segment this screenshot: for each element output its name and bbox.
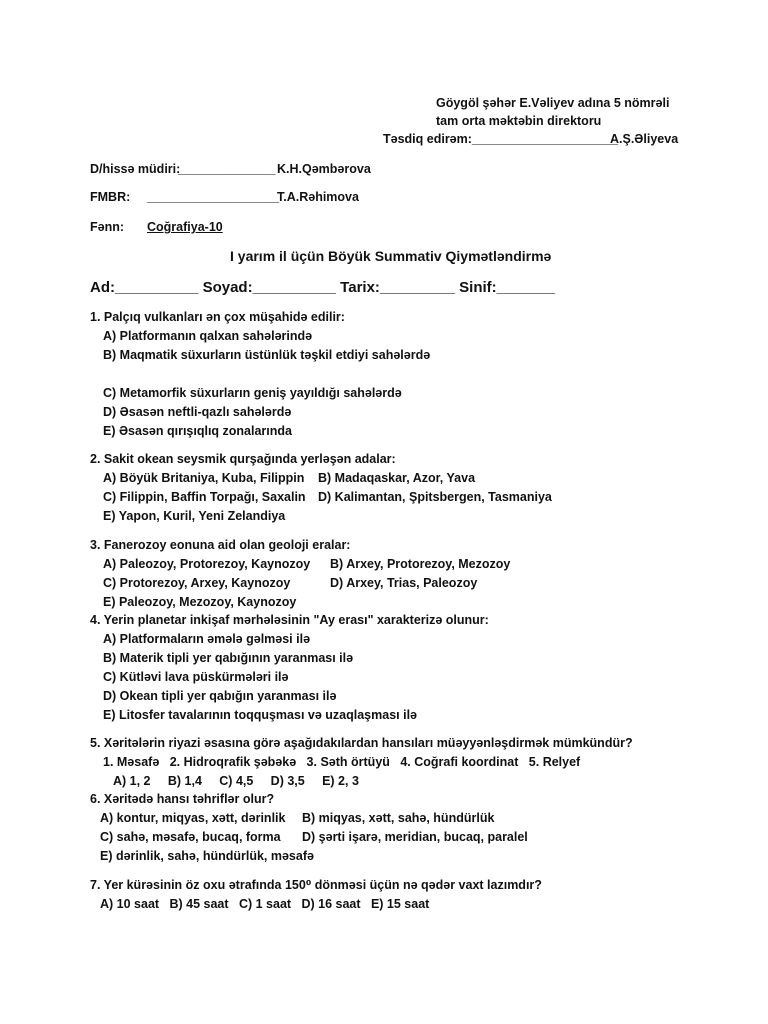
- q7-options: A) 10 saat B) 45 saat C) 1 saat D) 16 saat E) 15 saat: [100, 897, 430, 911]
- q5-items: 1. Məsafə 2. Hidroqrafik şəbəkə 3. Səth örtüyü 4. Coğrafi koordinat 5. Relyef: [103, 755, 581, 769]
- approval-label: Təsdiq edirəm:_____________________: [383, 132, 618, 146]
- q1-option-d: D) Əsasən neftli-qazlı sahələrdə: [103, 405, 292, 419]
- q4-option-d: D) Okean tipli yer qabığın yaranması ilə: [103, 689, 337, 703]
- subject-label: Fənn:: [90, 220, 125, 234]
- q6-option-a: A) kontur, miqyas, xətt, dərinlik: [100, 811, 286, 825]
- student-info-line: Ad:__________ Soyad:__________ Tarix:_________ Sinif:_______: [90, 279, 556, 296]
- q6-option-c: C) sahə, məsafə, bucaq, forma: [100, 830, 281, 844]
- director-title-line: tam orta məktəbin direktoru: [436, 114, 602, 128]
- q1-option-c: C) Metamorfik süxurların geniş yayıldığı sahələrdə: [103, 386, 402, 400]
- question-5: 5. Xəritələrin riyazi əsasına görə aşağıdakılardan hansıları müəyyənləşdirmək mümkündür?: [90, 736, 633, 750]
- q4-option-e: E) Litosfer tavalarının toqquşması və uzaqlaşması ilə: [103, 708, 417, 722]
- q3-option-e: E) Paleozoy, Mezozoy, Kaynozoy: [103, 595, 297, 609]
- q2-option-c: C) Filippin, Baffin Torpağı, Saxalin: [103, 490, 306, 504]
- q4-option-c: C) Kütləvi lava püskürmələri ilə: [103, 670, 289, 684]
- q1-option-b: B) Maqmatik süxurların üstünlük təşkil etdiyi sahələrdə: [103, 348, 431, 362]
- question-1: 1. Palçıq vulkanları ən çox müşahidə edilir:: [90, 310, 345, 324]
- dept-head-label: D/hissə müdiri:: [90, 162, 181, 176]
- question-4: 4. Yerin planetar inkişaf mərhələsinin "Ay erası" xarakterizə olunur:: [90, 613, 489, 627]
- question-2: 2. Sakit okean seysmik qurşağında yerləşən adalar:: [90, 452, 396, 466]
- q6-option-b: B) miqyas, xətt, sahə, hündürlük: [302, 811, 495, 825]
- q2-option-e: E) Yapon, Kuril, Yeni Zelandiya: [103, 509, 286, 523]
- q1-option-a: A) Platformanın qalxan sahələrində: [103, 329, 313, 343]
- q6-option-d: D) şərti işarə, meridian, bucaq, paralel: [302, 830, 528, 844]
- q2-option-b: B) Madaqaskar, Azor, Yava: [318, 471, 476, 485]
- approval-name: A.Ş.Əliyeva: [610, 132, 679, 146]
- q3-option-a: A) Paleozoy, Protorezoy, Kaynozoy: [103, 557, 311, 571]
- school-name-line: Göygöl şəhər E.Vəliyev adına 5 nömrəli: [436, 96, 670, 110]
- q4-option-b: B) Materik tipli yer qabığının yaranması ilə: [103, 651, 354, 665]
- dept-head-signature-line: ______________: [178, 162, 276, 176]
- q2-option-a: A) Böyük Britaniya, Kuba, Filippin: [103, 471, 305, 485]
- page-title: I yarım il üçün Böyük Summativ Qiymətləndirmə: [230, 248, 552, 264]
- q5-options: A) 1, 2 B) 1,4 C) 4,5 D) 3,5 E) 2, 3: [113, 774, 359, 788]
- q3-option-b: B) Arxey, Protorezoy, Mezozoy: [330, 557, 511, 571]
- q3-option-d: D) Arxey, Trias, Paleozoy: [330, 576, 478, 590]
- fmbr-label: FMBR:: [90, 190, 131, 204]
- fmbr-signature-line: ___________________: [147, 190, 280, 204]
- question-6: 6. Xəritədə hansı təhriflər olur?: [90, 792, 275, 806]
- question-7: 7. Yer kürəsinin öz oxu ətrafında 150⁰ dönməsi üçün nə qədər vaxt lazımdır?: [90, 878, 542, 892]
- dept-head-name: K.H.Qəmbərova: [277, 162, 371, 176]
- q6-option-e: E) dərinlik, sahə, hündürlük, məsafə: [100, 849, 314, 863]
- q4-option-a: A) Platformaların əmələ gəlməsi ilə: [103, 632, 311, 646]
- q1-option-e: E) Əsasən qırışıqlıq zonalarında: [103, 424, 292, 438]
- fmbr-name: T.A.Rəhimova: [277, 190, 359, 204]
- question-3: 3. Fanerozoy eonuna aid olan geoloji eralar:: [90, 538, 351, 552]
- q2-option-d: D) Kalimantan, Şpitsbergen, Tasmaniya: [318, 490, 552, 504]
- q3-option-c: C) Protorezoy, Arxey, Kaynozoy: [103, 576, 291, 590]
- subject-value: Coğrafiya-10: [147, 220, 223, 234]
